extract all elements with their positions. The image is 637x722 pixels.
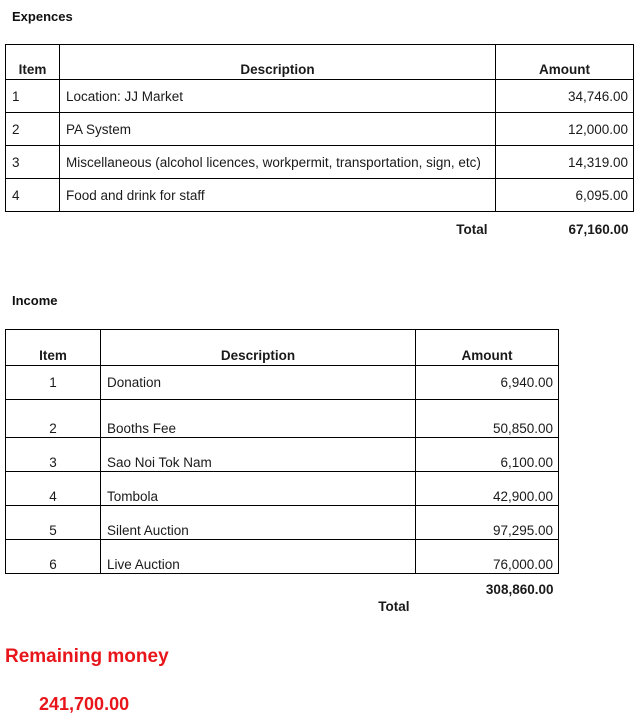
income-amount: 50,850.00 (416, 400, 559, 438)
table-row (6, 540, 559, 574)
expense-item-number: 3 (6, 146, 60, 179)
income-amount: 76,000.00 (416, 540, 559, 574)
expense-description: Miscellaneous (alcohol licences, workpermit, transportation, sign, etc) (60, 146, 496, 179)
income-total-label: Total (378, 599, 410, 614)
table-row (6, 113, 634, 146)
income-item-number: 2 (6, 400, 101, 438)
total-row (6, 574, 559, 615)
table-header-row (6, 45, 634, 80)
expense-item-number: 4 (6, 179, 60, 212)
income-description: Sao Noi Tok Nam (101, 438, 416, 472)
header-amount: Amount (416, 330, 559, 366)
income-amount: 6,940.00 (416, 366, 559, 400)
table-row (6, 438, 559, 472)
table-row (6, 366, 559, 400)
income-description: Silent Auction (101, 506, 416, 540)
expense-description: Food and drink for staff (60, 179, 496, 212)
header-item: Item (6, 45, 60, 80)
expenses-total-value: 67,160.00 (568, 221, 629, 237)
header-amount: Amount (496, 45, 634, 80)
remaining-money-label: Remaining money (5, 646, 169, 667)
remaining-money-value: 241,700.00 (39, 694, 130, 714)
table-row (6, 506, 559, 540)
income-table (5, 329, 559, 614)
expenses-title: Expences (12, 9, 73, 24)
table-header-row (6, 330, 559, 366)
income-amount: 97,295.00 (416, 506, 559, 540)
income-amount: 6,100.00 (416, 438, 559, 472)
header-item: Item (6, 330, 101, 366)
empty-cell (6, 574, 101, 615)
income-item-number: 5 (6, 506, 101, 540)
income-title: Income (12, 293, 58, 308)
table-row (6, 472, 559, 506)
expense-amount: 12,000.00 (496, 113, 634, 146)
income-item-number: 1 (6, 366, 101, 400)
expenses-total-label: Total (456, 221, 488, 237)
expense-item-number: 1 (6, 80, 60, 113)
income-item-number: 6 (6, 540, 101, 574)
income-item-number: 4 (6, 472, 101, 506)
empty-cell (6, 212, 60, 247)
table-row (6, 179, 634, 212)
table-row (6, 80, 634, 113)
income-description: Booths Fee (101, 400, 416, 438)
header-description: Description (60, 45, 496, 80)
expenses-table (5, 44, 634, 246)
expense-description: PA System (60, 113, 496, 146)
expense-amount: 34,746.00 (496, 80, 634, 113)
income-item-number: 3 (6, 438, 101, 472)
income-description: Tombola (101, 472, 416, 506)
table-row (6, 146, 634, 179)
table-row (6, 400, 559, 438)
expense-amount: 6,095.00 (496, 179, 634, 212)
income-total-value: 308,860.00 (485, 582, 554, 597)
income-description: Live Auction (101, 540, 416, 574)
income-amount: 42,900.00 (416, 472, 559, 506)
expense-description: Location: JJ Market (60, 80, 496, 113)
total-row (6, 212, 634, 247)
expense-amount: 14,319.00 (496, 146, 634, 179)
expense-item-number: 2 (6, 113, 60, 146)
income-description: Donation (101, 366, 416, 400)
header-description: Description (101, 330, 416, 366)
